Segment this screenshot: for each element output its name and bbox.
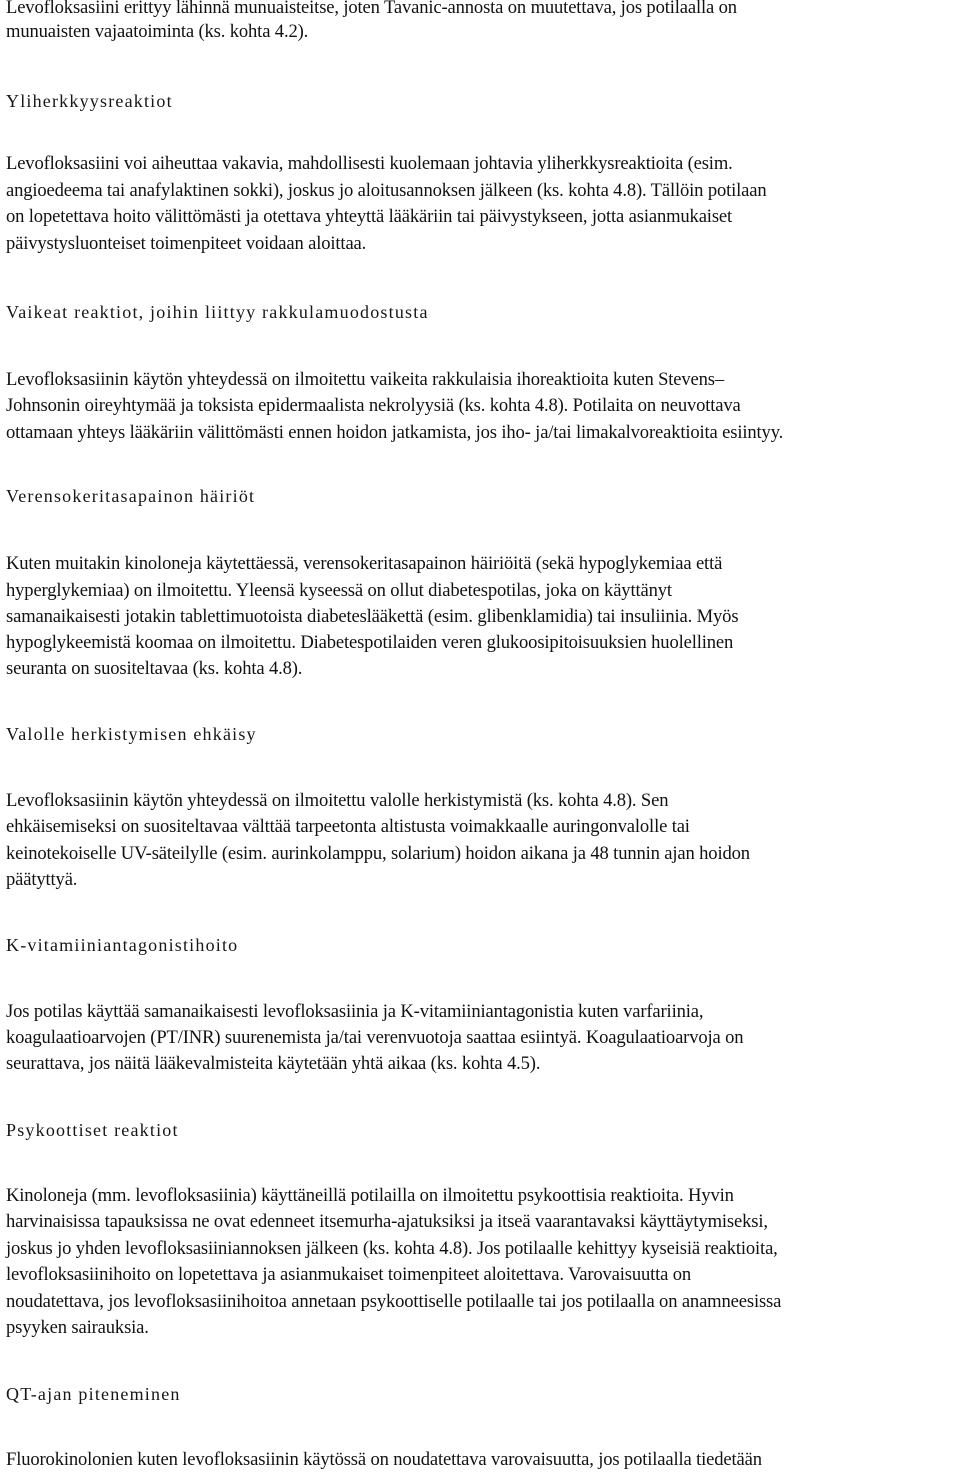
paragraph-line: päivystysluonteiset toimenpiteet voidaan aloittaa.	[6, 233, 367, 254]
section-heading-verensokeritasapaino: Verensokeritasapainon häiriöt	[6, 486, 256, 506]
paragraph-line: seuranta on suositeltavaa (ks. kohta 4.8).	[6, 658, 303, 679]
paragraph-line: Jos potilas käyttää samanaikaisesti levofloksasiinia ja K-vitamiiniantagonistia kuten varfariinia,	[6, 1001, 704, 1022]
section-heading-yliherkkyysreaktiot: Yliherkkyysreaktiot	[6, 91, 173, 111]
section-heading-k-vitamiini: K-vitamiiniantagonistihoito	[6, 935, 239, 955]
paragraph-line: seurattava, jos näitä lääkevalmisteita käytetään yhtä aikaa (ks. kohta 4.5).	[6, 1053, 541, 1074]
paragraph-line: Levofloksasiini voi aiheuttaa vakavia, mahdollisesti kuolemaan johtavia yliherkkysreaktioita (esim.	[6, 153, 733, 174]
paragraph-line: hypoglykeemistä koomaa on ilmoitettu. Diabetespotilaiden veren glukoosipitoisuuksien huolellinen	[6, 632, 734, 653]
paragraph-line: on lopetettava hoito välittömästi ja otettava yhteyttä lääkäriin tai päivystykseen, jotta asianmukaiset	[6, 206, 733, 227]
paragraph-line: Johnsonin oireyhtymää ja toksista epidermaalista nekrolyysiä (ks. kohta 4.8). Potilaita on neuvottava	[6, 395, 741, 416]
paragraph-line: keinotekoiselle UV-säteilylle (esim. aurinkolamppu, solarium) hoidon aikana ja 48 tunnin ajan hoidon	[6, 843, 750, 864]
paragraph-line: angioedeema tai anafylaktinen sokki), joskus jo aloitusannoksen jälkeen (ks. kohta 4.8). Tällöin potilaan	[6, 180, 767, 201]
paragraph-line: ottamaan yhteys lääkäriin välittömästi ennen hoidon jatkamista, jos iho- ja/tai limakalvoreaktioita esiintyy.	[6, 422, 784, 443]
intro-line: munuaisten vajaatoiminta (ks. kohta 4.2).	[6, 21, 309, 42]
paragraph-line: Levofloksasiinin käytön yhteydessä on ilmoitettu valolle herkistymistä (ks. kohta 4.8). Sen	[6, 790, 669, 811]
paragraph-line: levofloksasiinihoito on lopetettava ja asianmukaiset toimenpiteet aloitettava. Varovaisuutta on	[6, 1264, 692, 1285]
paragraph-line: joskus jo yhden levofloksasiiniannoksen jälkeen (ks. kohta 4.8). Jos potilaalle kehittyy kyseisiä reaktioita,	[6, 1238, 778, 1259]
section-heading-valolle-herkistyminen: Valolle herkistymisen ehkäisy	[6, 724, 257, 744]
paragraph-line: päätyttyä.	[6, 869, 78, 890]
paragraph-line: Fluorokinolonien kuten levofloksasiinin käytössä on noudatettava varovaisuutta, jos potilaalla tiedetään	[6, 1449, 762, 1470]
section-heading-qt-ajan-piteneminen: QT-ajan piteneminen	[6, 1384, 181, 1404]
section-heading-psykoottiset-reaktiot: Psykoottiset reaktiot	[6, 1120, 179, 1140]
paragraph-line: harvinaisissa tapauksissa ne ovat edenneet itsemurha-ajatuksiksi ja itseä vaarantavaksi käyttäytymiseksi,	[6, 1211, 768, 1232]
paragraph-line: Levofloksasiinin käytön yhteydessä on ilmoitettu vaikeita rakkulaisia ihoreaktioita kuten Stevens–	[6, 369, 725, 390]
section-heading-vaikeat-reaktiot: Vaikeat reaktiot, joihin liittyy rakkulamuodostusta	[6, 302, 429, 322]
intro-line: Levofloksasiini erittyy lähinnä munuaisteitse, joten Tavanic-annosta on muutettava, jos potilaalla on	[6, 0, 737, 18]
paragraph-line: ehkäisemiseksi on suositeltavaa välttää tarpeetonta altistusta voimakkaalle auringonvalolle tai	[6, 816, 690, 837]
paragraph-line: koagulaatioarvojen (PT/INR) suurenemista ja/tai verenvuotoja saattaa esiintyä. Koagulaatioarvoja on	[6, 1027, 744, 1048]
paragraph-line: noudatettava, jos levofloksasiinihoitoa annetaan psykoottiselle potilaalle tai jos potilaalla on anamneesissa	[6, 1291, 782, 1312]
paragraph-line: psyyken sairauksia.	[6, 1317, 149, 1338]
paragraph-line: samanaikaisesti jotakin tablettimuotoista diabeteslääkettä (esim. glibenklamidia) tai insuliinia. Myös	[6, 606, 739, 627]
paragraph-line: Kuten muitakin kinoloneja käytettäessä, verensokeritasapainon häiriöitä (sekä hypoglykemiaa että	[6, 553, 723, 574]
paragraph-line: hyperglykemiaa) on ilmoitettu. Yleensä kyseessä on ollut diabetespotilas, joka on käyttänyt	[6, 580, 672, 601]
paragraph-line: Kinoloneja (mm. levofloksasiinia) käyttäneillä potilailla on ilmoitettu psykoottisia reaktioita. Hyvin	[6, 1185, 734, 1206]
